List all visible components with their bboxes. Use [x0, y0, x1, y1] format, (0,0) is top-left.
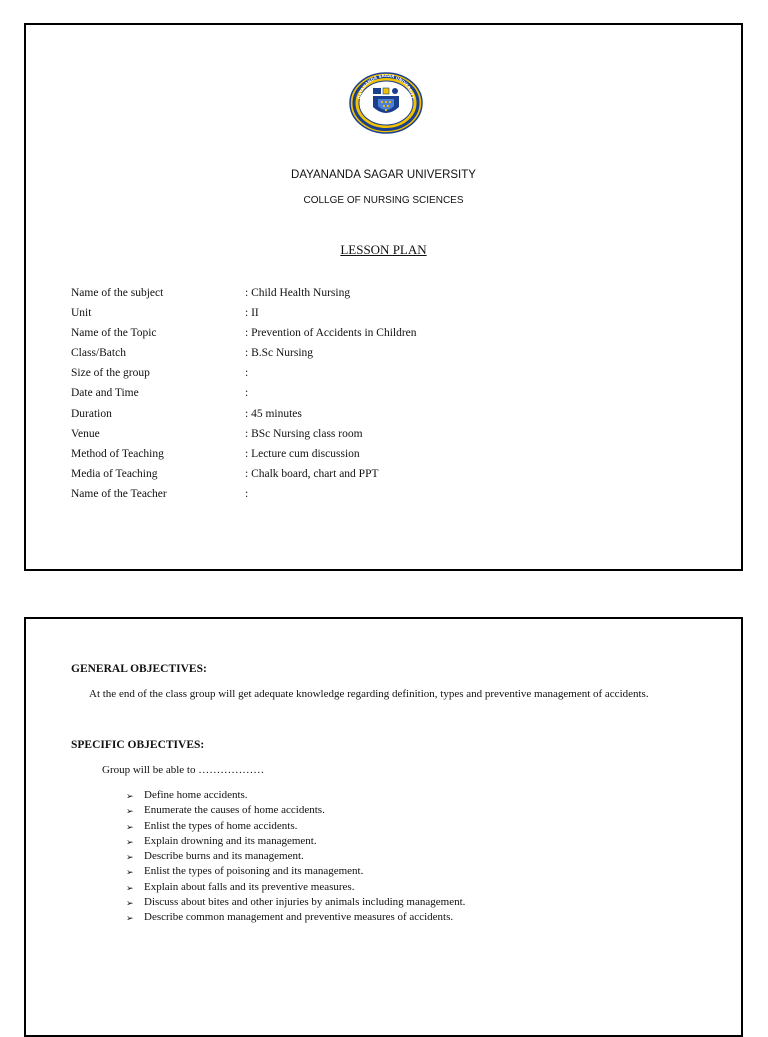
general-objectives-heading: GENERAL OBJECTIVES:: [71, 663, 207, 675]
general-objectives-text: At the end of the class group will get adequate knowledge regarding definition, types and preventive management of accidents.: [89, 688, 649, 700]
info-label: Venue: [71, 427, 100, 440]
list-item: [126, 911, 465, 926]
arrow-bullet-icon: ➢: [126, 898, 134, 909]
info-value: : Child Health Nursing: [245, 287, 351, 299]
lesson-plan-page-2: [24, 617, 743, 1037]
arrow-bullet-icon: ➢: [126, 913, 134, 924]
objectives-intro: Group will be able to ………………: [102, 764, 265, 776]
arrow-bullet-icon: ➢: [126, 791, 134, 801]
info-label: Size of the group: [71, 367, 150, 380]
arrow-bullet-icon: ➢: [126, 836, 134, 847]
info-value: : B.Sc Nursing: [245, 347, 314, 360]
info-label: Duration: [71, 407, 112, 420]
logo-ring-text-bottom: TD. 2014 • BENGALURU • IND: [362, 106, 411, 125]
info-label: Class/Batch: [71, 347, 126, 360]
objective-text: Explain about falls and its preventive measures.: [144, 880, 355, 893]
list-item: [126, 896, 465, 911]
objective-text: Discuss about bites and other injuries by animals including management.: [144, 896, 466, 909]
info-label: Unit: [71, 307, 92, 320]
list-item: [126, 881, 465, 896]
info-label: Name of the Teacher: [71, 487, 167, 500]
info-value: : BSc Nursing class room: [245, 427, 363, 440]
info-value: : 45 minutes: [245, 407, 302, 420]
info-label: Name of the subject: [71, 287, 164, 299]
objective-text: Enlist the types of poisoning and its management.: [144, 865, 364, 878]
arrow-bullet-icon: ➢: [126, 882, 134, 893]
info-value: : Prevention of Accidents in Children: [245, 327, 417, 340]
logo-ring-text-top: DAYANANDA SAGAR UNIVERSITY: [356, 72, 416, 100]
objective-text: Describe common management and preventive measures of accidents.: [144, 911, 454, 924]
lesson-plan-page-1: [24, 23, 743, 571]
objective-text: Define home accidents.: [144, 789, 248, 801]
arrow-bullet-icon: ➢: [126, 806, 134, 817]
info-label: Method of Teaching: [71, 447, 164, 460]
info-value: :: [245, 487, 249, 500]
specific-objectives-heading: SPECIFIC OBJECTIVES:: [71, 739, 205, 751]
info-value: :: [245, 387, 249, 400]
specific-objectives-list: [126, 789, 465, 927]
objective-text: Enumerate the causes of home accidents.: [144, 804, 325, 817]
arrow-bullet-icon: ➢: [126, 821, 134, 832]
objective-text: Enlist the types of home accidents.: [144, 819, 298, 832]
objective-text: Describe burns and its management.: [144, 850, 304, 863]
university-logo: [349, 72, 423, 134]
info-label: Date and Time: [71, 387, 139, 400]
arrow-bullet-icon: ➢: [126, 867, 134, 878]
list-item: [126, 789, 465, 804]
college-name: COLLGE OF NURSING SCIENCES: [303, 195, 464, 206]
list-item: [126, 850, 465, 865]
list-item: [126, 835, 465, 850]
info-label: Media of Teaching: [71, 467, 158, 480]
info-label: Name of the Topic: [71, 327, 157, 340]
arrow-bullet-icon: ➢: [126, 852, 134, 863]
list-item: [126, 865, 465, 880]
university-name: DAYANANDA SAGAR UNIVERSITY: [291, 169, 476, 181]
info-value: :: [245, 367, 249, 380]
info-value: : Lecture cum discussion: [245, 447, 360, 460]
list-item: [126, 804, 465, 819]
objective-text: Explain drowning and its management.: [144, 834, 317, 847]
lesson-plan-title: LESSON PLAN: [340, 242, 427, 257]
info-value: : II: [245, 307, 259, 320]
info-value: : Chalk board, chart and PPT: [245, 467, 379, 480]
list-item: [126, 820, 465, 835]
